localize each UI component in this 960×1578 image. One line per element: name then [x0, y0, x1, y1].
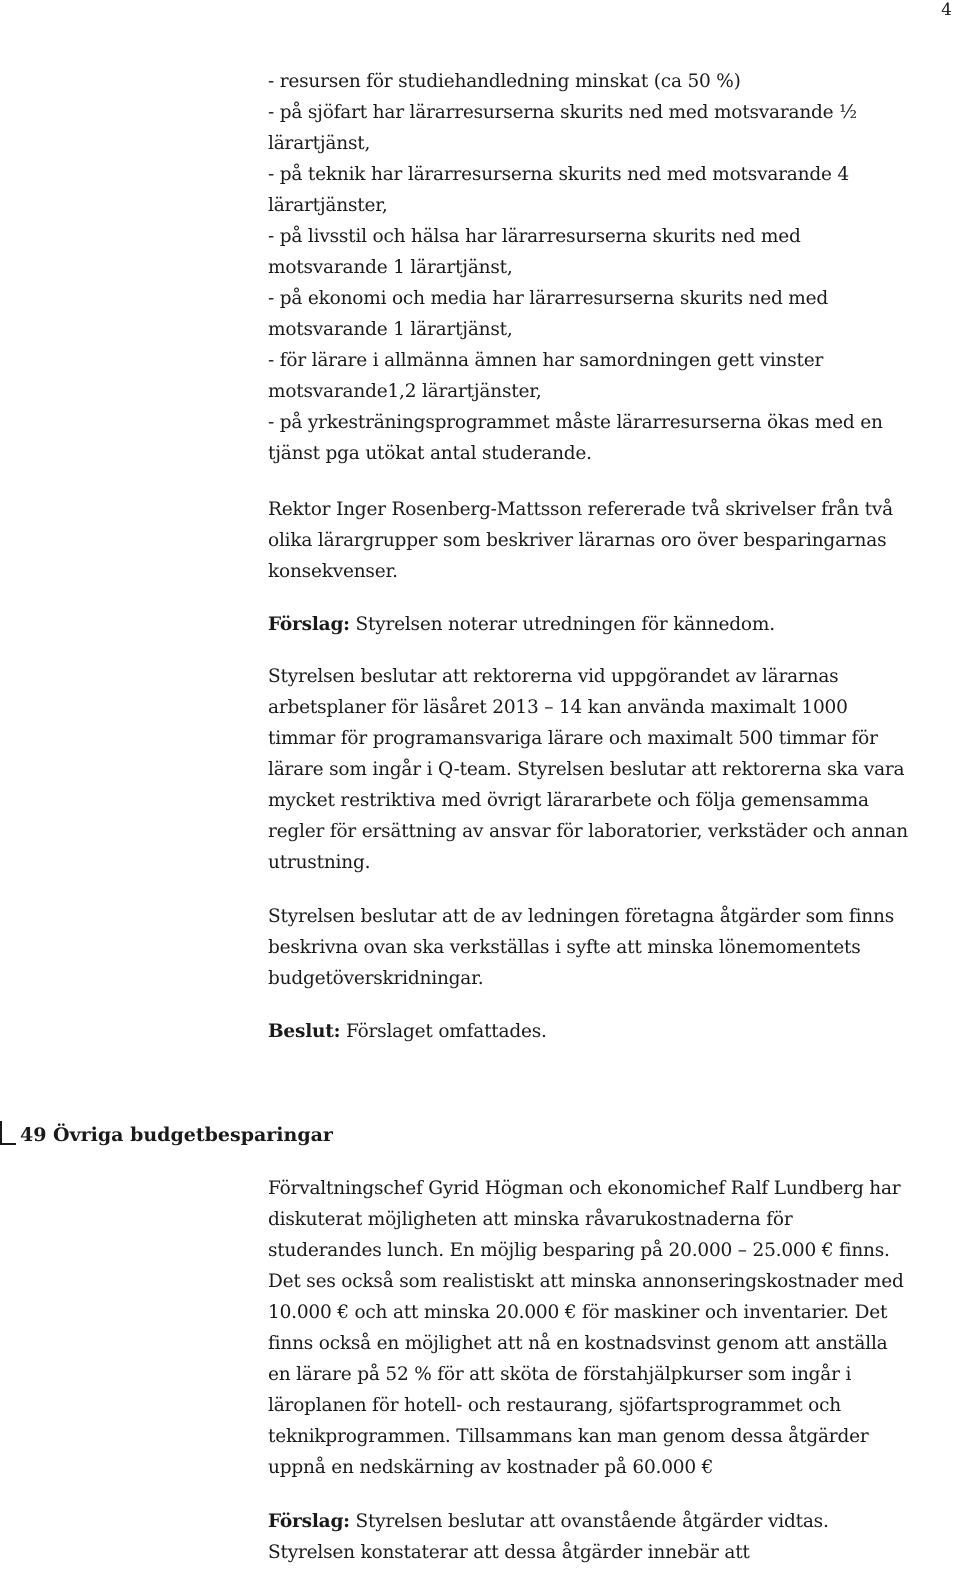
paragraph-line: beskrivna ovan ska verkställas i syfte att minska lönemomentets — [268, 937, 861, 958]
list-line: - på teknik har lärarresurserna skurits ned med motsvarande 4 — [268, 164, 849, 185]
paragraph-line: mycket restriktiva med övrigt lärararbete och följa gemensamma — [268, 790, 869, 811]
list-line: motsvarande 1 lärartjänst, — [268, 319, 513, 340]
paragraph-line: timmar för programansvariga lärare och maximalt 500 timmar för — [268, 728, 878, 749]
list-line: lärartjänster, — [268, 195, 388, 216]
forslag-paragraph-1 — [268, 609, 958, 640]
paragraph-line: Förvaltningschef Gyrid Högman och ekonomichef Ralf Lundberg har — [268, 1178, 901, 1199]
beslut-label: Beslut: — [268, 1021, 341, 1042]
forvaltning-paragraph — [268, 1173, 958, 1483]
paragraph-line: arbetsplaner för läsåret 2013 – 14 kan använda maximalt 1000 — [268, 697, 848, 718]
list-line: tjänst pga utökat antal studerande. — [268, 443, 592, 464]
paragraph-line: en lärare på 52 % för att sköta de förstahjälpkurser som ingår i — [268, 1364, 852, 1385]
forslag-label: Förslag: — [268, 1511, 350, 1532]
list-line: - på livsstil och hälsa har lärarresurserna skurits ned med — [268, 226, 801, 247]
beslut-paragraph — [268, 1016, 958, 1047]
forslag-text: Styrelsen beslutar att ovanstående åtgärder vidtas. — [349, 1511, 829, 1532]
beslut-text: Förslaget omfattades. — [340, 1021, 547, 1042]
list-line: - på ekonomi och media har lärarresurserna skurits ned med — [268, 288, 829, 309]
paragraph-line: olika lärargrupper som beskriver lärarnas oro över besparingarnas — [268, 530, 887, 551]
paragraph-line: Rektor Inger Rosenberg-Mattsson refererade två skrivelser från två — [268, 499, 893, 520]
list-line: - på yrkesträningsprogrammet måste lärarresurserna ökas med en — [268, 412, 883, 433]
list-line: - på sjöfart har lärarresurserna skurits ned med motsvarande ½ — [268, 102, 857, 123]
paragraph-line: Styrelsen beslutar att rektorerna vid uppgörandet av lärarnas — [268, 666, 839, 687]
paragraph-line: studerandes lunch. En möjlig besparing på 20.000 – 25.000 € finns. — [268, 1240, 890, 1261]
section-heading — [0, 1119, 333, 1151]
heading-marker-icon — [0, 1121, 16, 1145]
reduction-list — [268, 66, 958, 469]
paragraph-line: Det ses också som realistiskt att minska annonseringskostnader med — [268, 1271, 904, 1292]
paragraph-line: lärare som ingår i Q-team. Styrelsen beslutar att rektorerna ska vara — [268, 759, 905, 780]
paragraph-line: Styrelsen beslutar att de av ledningen företagna åtgärder som finns — [268, 906, 895, 927]
paragraph-line: regler för ersättning av ansvar för laboratorier, verkstäder och annan — [268, 821, 908, 842]
paragraph-line: 10.000 € och att minska 20.000 € för maskiner och inventarier. Det — [268, 1302, 888, 1323]
paragraph-line: utrustning. — [268, 852, 371, 873]
list-line: motsvarande1,2 lärartjänster, — [268, 381, 542, 402]
page-number: 4 — [941, 0, 952, 20]
section-heading-text: 49 Övriga budgetbesparingar — [20, 1124, 333, 1146]
beslutar-paragraph-2 — [268, 901, 958, 994]
paragraph-line: Styrelsen konstaterar att dessa åtgärder innebär att — [268, 1542, 750, 1563]
list-line: - för lärare i allmänna ämnen har samordningen gett vinster — [268, 350, 824, 371]
paragraph-line: diskuterat möjligheten att minska råvarukostnaderna för — [268, 1209, 793, 1230]
list-line: - resursen för studiehandledning minskat (ca 50 %) — [268, 71, 741, 92]
list-line: lärartjänst, — [268, 133, 371, 154]
paragraph-line: teknikprogrammen. Tillsammans kan man genom dessa åtgärder — [268, 1426, 869, 1447]
forslag-text: Styrelsen noterar utredningen för kännedom. — [349, 614, 775, 635]
beslutar-paragraph-1 — [268, 661, 958, 878]
paragraph-line: budgetöverskridningar. — [268, 968, 484, 989]
paragraph-line: uppnå en nedskärning av kostnader på 60.000 € — [268, 1457, 714, 1478]
list-line: motsvarande 1 lärartjänst, — [268, 257, 513, 278]
rektor-paragraph — [268, 494, 958, 587]
paragraph-line: finns också en möjlighet att nå en kostnadsvinst genom att anställa — [268, 1333, 888, 1354]
paragraph-line: konsekvenser. — [268, 561, 398, 582]
paragraph-line: läroplanen för hotell- och restaurang, sjöfartsprogrammet och — [268, 1395, 841, 1416]
forslag-label: Förslag: — [268, 614, 350, 635]
forslag-paragraph-2 — [268, 1506, 958, 1568]
